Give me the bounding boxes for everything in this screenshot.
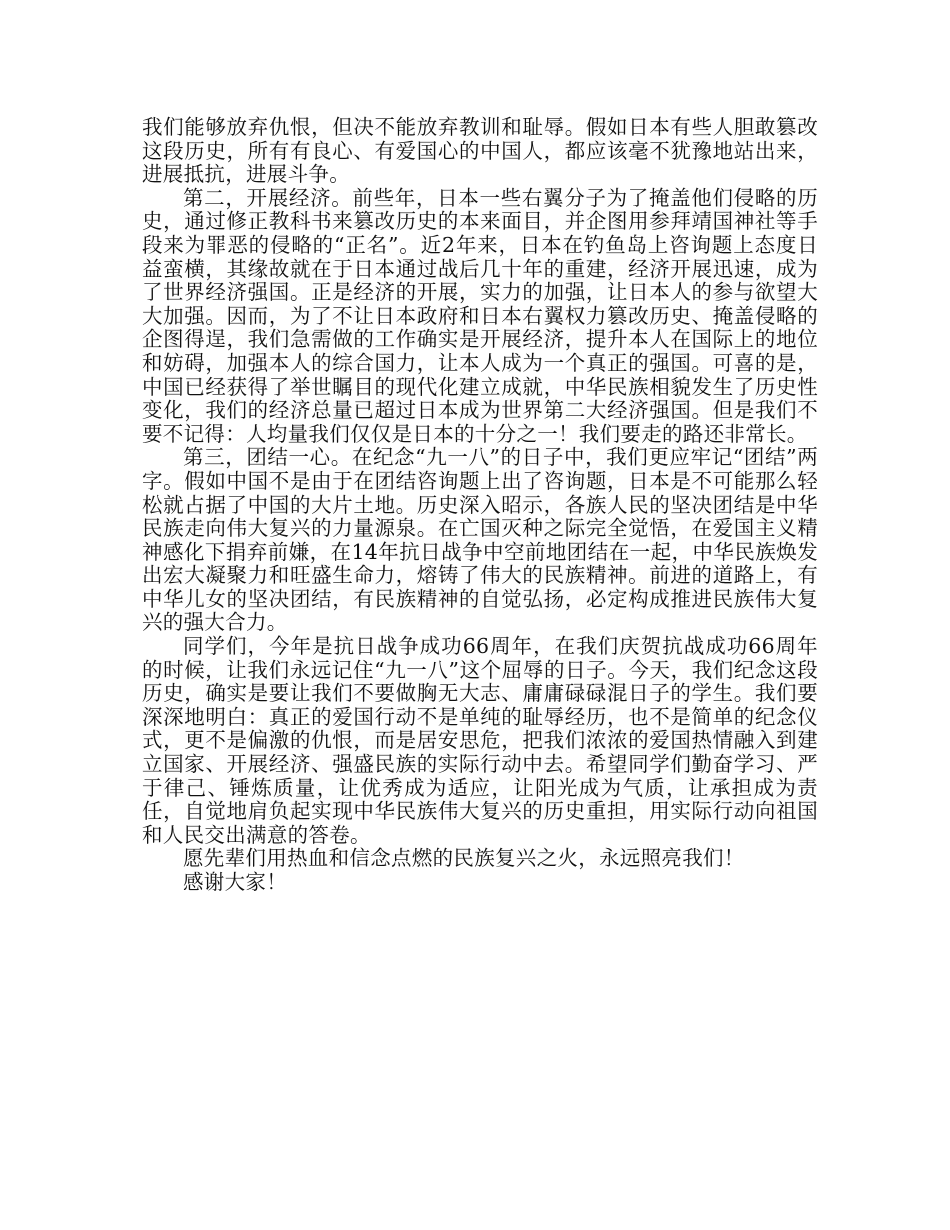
paragraph-economy: 第二，开展经济。前些年，日本一些右翼分子为了掩盖他们侵略的历史，通过修正教科书来篡改历史的本来面目，并企图用参拜靖国神社等手段来为罪恶的侵略的“正名”。近2年来，日本在钓鱼岛上咨询题上态度日益蛮横，其缘故就在于日本通过战后几十年的重建，经济开展迅速，成为了世界经济强国。正是经济的开展，实力的加强，让日本人的参与欲望大大加强。因而，为了不让日本政府和日本右翼权力篡改历史、掩盖侵略的企图得逞，我们急需做的工作确实是开展经济，提升本人在国际上的地位和妨碍，加强本人的综合国力，让本人成为一个真正的强国。可喜的是，中国已经获得了举世瞩目的现代化建立成就，中华民族相貌发生了历史性变化，我们的经济总量已超过日本成为世界第二大经济强国。但是我们不要不记得：人均量我们仅仅是日本的十分之一！我们要走的路还非常长。 <box>142 185 818 446</box>
paragraph-thanks: 感谢大家！ <box>183 870 287 894</box>
paragraph-unity: 第三，团结一心。在纪念“九一八”的日子中，我们更应牢记“团结”两字。假如中国不是由于在团结咨询题上出了咨询题，日本是不可能那么轻松就占据了中国的大片土地。历史深入昭示，各族人民的坚决团结是中华民族走向伟大复兴的力量源泉。在亡国灭种之际完全觉悟，在爱国主义精神感化下捐弃前嫌，在14年抗日战争中空前地团结在一起，中华民族焕发出宏大凝聚力和旺盛生命力，熔铸了伟大的民族精神。前进的道路上，有中华儿女的坚决团结，有民族精神的自觉弘扬，必定构成推进民族伟大复兴的强大合力。 <box>142 445 818 635</box>
document-body <box>142 116 818 895</box>
paragraph-wish: 愿先辈们用热血和信念点燃的民族复兴之火，永远照亮我们！ <box>183 846 745 871</box>
paragraph-students: 同学们，今年是抗日战争成功66周年，在我们庆贺抗战成功66周年的时候，让我们永远记住“九一八”这个屈辱的日子。今天，我们纪念这段历史，确实是要让我们不要做胸无大志、庸庸碌碌混日子的学生。我们要深深地明白：真正的爱国行动不是单纯的耻辱经历，也不是简单的纪念仪式，更不是偏激的仇恨，而是居安思危，把我们浓浓的爱国热情融入到建立国家、开展经济、强盛民族的实际行动中去。希望同学们勤奋学习、严于律己、锤炼质量，让优秀成为适应，让阳光成为气质，让承担成为责任，自觉地肩负起实现中华民族伟大复兴的历史重担，用实际行动向祖国和人民交出满意的答卷。 <box>142 634 818 847</box>
paragraph-continuation: 我们能够放弃仇恨，但决不能放弃教训和耻辱。假如日本有些人胆敢篡改这段历史，所有有良心、有爱国心的中国人，都应该毫不犹豫地站出来，进展抵抗，进展斗争。 <box>142 115 818 187</box>
